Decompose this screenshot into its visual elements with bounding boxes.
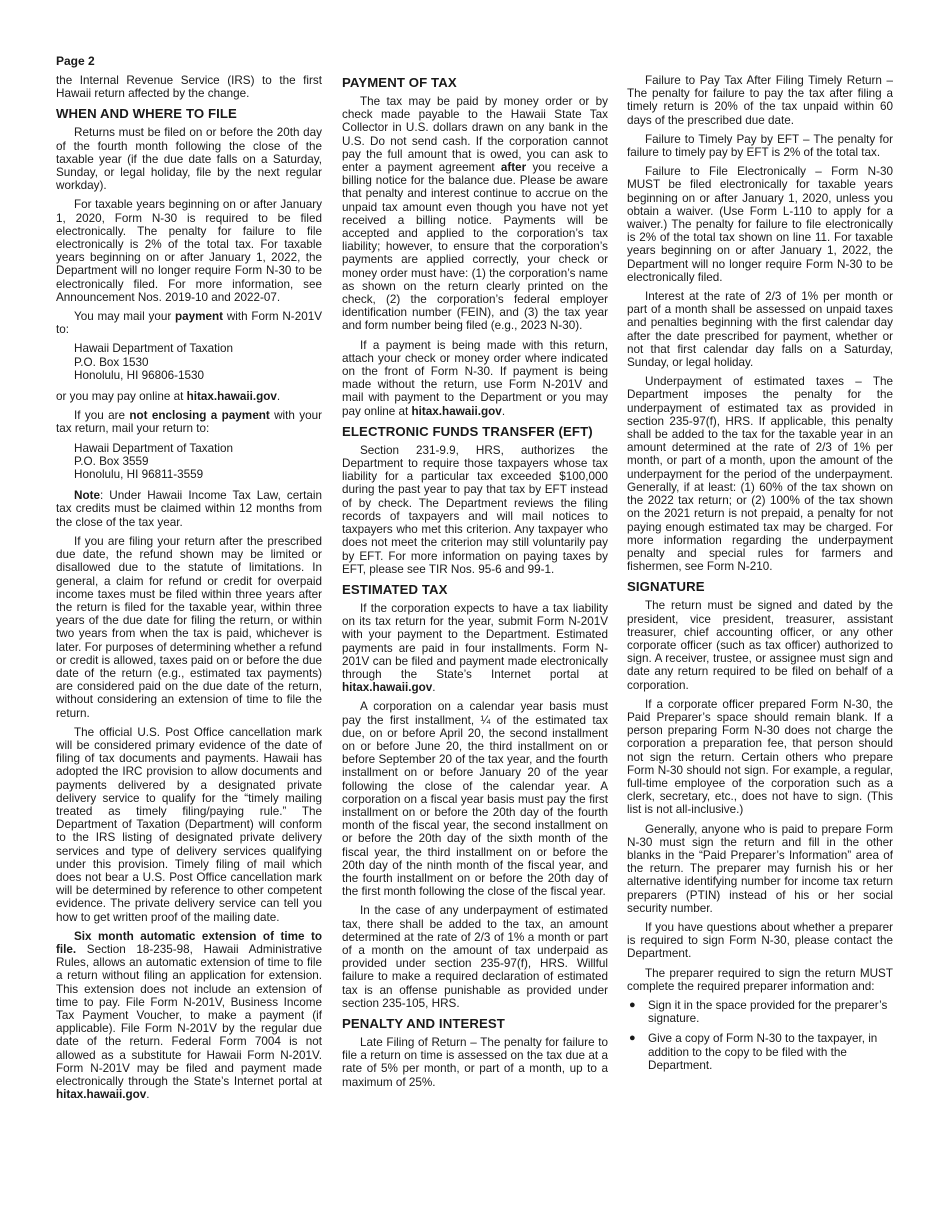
preparer-required-paragraph: The preparer required to sign the return MUST complete the required preparer information and:: [627, 966, 893, 993]
post-office-paragraph: The official U.S. Post Office cancellation mark will be considered primary evidence of the date of filing of tax documents and payments. Hawaii has adopted the IRC provision to allow documents and payments delivered by a designated private delivery service to qualify for the “timely mailing treated as timely filing/paying rule.” The Department of Taxation (Department) will conform to the IRS listing of designated private delivery services and type of delivery services qualifying under this provision. Timely filing of mail which does not bear a U.S. Post Office cancellation mark will be determined by reference to other competent evidence. The private delivery service can tell you how to get written proof of the mailing date.: [56, 725, 322, 924]
list-item: ● Give a copy of Form N-30 to the taxpayer, in addition to the copy to be filed with the Department.: [629, 1032, 878, 1072]
questions-paragraph: If you have questions about whether a preparer is required to sign Form N-30, please contact the Department.: [627, 920, 893, 961]
eft-paragraph: Section 231-9.9, HRS, authorizes the Department to require those taxpayers whose tax liability for a particular tax exceeded $100,000 during the past year to pay that tax by EFT instead of by check. The Department reviews the filing records of taxpayers and will mail notices to taxpayers who met this criterion. Any taxpayer who does not meet the criterion may still voluntarily pay by EFT. For more information on paying taxes by EFT, please see TIR Nos. 95-6 and 99-1.: [342, 443, 608, 576]
note-paragraph: Note: Under Hawaii Income Tax Law, certain tax credits must be claimed within 12 months from the close of the tax year.: [56, 489, 322, 529]
underpayment-paragraph: In the case of any underpayment of estimated tax, there shall be added to the tax, an amount determined at the rate of 2/3 of 1% a month or part of a month on the amount of tax underpaid as provided under section 235-97(f), HRS. Willful failure to make a required declaration of estimated tax is an offense punishable as provided under section 235-105, HRS.: [342, 904, 608, 1010]
mail-payment-paragraph: You may mail your payment with Form N-201V to:: [56, 310, 322, 337]
when-where-heading: WHEN AND WHERE TO FILE: [56, 106, 237, 122]
payment-paragraph: The tax may be paid by money order or by check made payable to the Hawaii State Tax Collector in U.S. dollars drawn on any bank in the U.S. Do not send cash. If the corporation cannot pay the full amount that is owed, you can ask to enter a payment agreement after you receive a billing notice for the balance due. Please be aware that penalty and interest continue to accrue on the unpaid tax amount even though you have not yet received a billing notice. Payments will be accepted and applied to the corporation’s tax liability; however, to ensure that the corporation’s payments are applied correctly, your check or money order must have: (1) the corporation’s name as shown on the return clearly printed on the check, (2) the corporation’s federal employer identification number (FEIN), and (3) the tax year and form number being filed (e.g., 2023 N-30).: [342, 95, 608, 333]
hitax-link[interactable]: hitax.hawaii.gov: [186, 390, 277, 404]
efile-penalty-paragraph: Failure to File Electronically – Form N-30 MUST be filed electronically for taxable years beginning on or after January 1, 2020, unless you obtain a waiver. (Use Form L-110 to apply for a waiver.) The penalty for failure to file electronically is 2% of the total tax shown on line 11. For taxable years beginning on or after January 1, 2022, the Department will no longer require Form N-30 to be electronically filed.: [627, 165, 893, 284]
column-2: [342, 74, 608, 1095]
returns-paragraph: Returns must be filed on or before the 20th day of the fourth month following the close of the taxable year (if the due date falls on a Saturday, Sunday, or legal holiday, file by the next regular workday).: [56, 126, 322, 193]
signature-heading: SIGNATURE: [627, 579, 705, 595]
penalty-interest-heading: PENALTY AND INTEREST: [342, 1016, 505, 1031]
return-address: Hawaii Department of Taxation P.O. Box 3559 Honolulu, HI 96811-3559: [74, 441, 233, 482]
hitax-link[interactable]: hitax.hawaii.gov: [411, 404, 502, 418]
bullet-icon: ●: [629, 999, 636, 1011]
not-enclosing-paragraph: If you are not enclosing a payment with your tax return, mail your return to:: [56, 409, 322, 436]
interest-paragraph: Interest at the rate of 2/3 of 1% per month or part of a month shall be assessed on unpaid taxes and penalties beginning with the first calendar day after the date prescribed for payment, whether or not that first calendar day falls on a Saturday, Sunday, or legal holiday.: [627, 290, 893, 370]
column-1: [56, 74, 322, 1107]
extension-paragraph: Six month automatic extension of time to file. Section 18-235-98, Hawaii Administrative Rules, allows an automatic extension of time to file a return without filing an application for extension. This extension does not include an extension of time to pay. File Form N-201V, Business Income Tax Payment Voucher, to make a payment (if applicable). File Form N-201V by the regular due date of the return. Federal Form 7004 is not allowed as a substitute for Hawaii Form N-201V. Form N-201V may be filed and payment made electronically through the State’s Internet portal at hitax.hawaii.gov.: [56, 929, 322, 1102]
failure-to-pay-paragraph: Failure to Pay Tax After Filing Timely Return – The penalty for failure to pay the tax after filing a timely return is 20% of the tax unpaid within 60 days of the prescribed due date.: [627, 74, 893, 127]
paid-preparer-paragraph: Generally, anyone who is paid to prepare Form N-30 must sign the return and fill in the other blanks in the “Paid Preparer’s Information” area of the return. The preparer may furnish his or her alternative identifying number for income tax return preparers (PTIN) instead of his or her social security number.: [627, 822, 893, 915]
calendar-year-paragraph: A corporation on a calendar year basis must pay the first installment, ¼ of the estimated tax due, on or before April 20, the second installment on or before June 20, the third installment on or before September 20 of the tax year, and the fourth installment on or before January 20 of the year following the close of the calendar year. A corporation on a fiscal year basis must pay the first installment on or before the 20th day of the fourth month of the fiscal year, the second installment on or before the 20th day of the sixth month of the fiscal year, the third installment on or before the 20th day of the ninth month of the fiscal year, and the fourth installment on or before the 20th day of the first month following the close of the fiscal year.: [342, 700, 608, 899]
estimated-tax-heading: ESTIMATED TAX: [342, 581, 448, 597]
pay-online-paragraph: or you may pay online at hitax.hawaii.gov.: [56, 390, 281, 404]
signature-paragraph: The return must be signed and dated by the president, vice president, treasurer, assistant treasurer, chief accounting officer, or any other corporate officer (such as tax officer) authorized to sign. A receiver, trustee, or assignee must sign and date any return required to be filed on behalf of a corporation.: [627, 599, 893, 692]
eft-heading: ELECTRONIC FUNDS TRANSFER (EFT): [342, 423, 593, 439]
page-number: Page 2: [56, 54, 95, 68]
payment-address: Hawaii Department of Taxation P.O. Box 1530 Honolulu, HI 96806-1530: [74, 342, 233, 382]
payment-of-tax-heading: PAYMENT OF TAX: [342, 75, 457, 90]
hitax-link[interactable]: hitax.hawaii.gov: [56, 1088, 147, 1102]
taxable-years-paragraph: For taxable years beginning on or after January 1, 2020, Form N-30 is required to be filed electronically. The penalty for failure to file electronically is 2% of the total tax. For taxable years beginning on or after January 1, 2022, the Department will no longer require Form N-30 to be electronically filed. For more information, see Announcement Nos. 2019-10 and 2022-07.: [56, 198, 322, 304]
hitax-link[interactable]: hitax.hawaii.gov: [342, 681, 433, 695]
underpayment-estimated-paragraph: Underpayment of estimated taxes – The Department imposes the penalty for the underpayment of estimated tax as provided in section 235-97(f), HRS. If applicable, this penalty shall be added to the tax for the taxable year in an amount determined at the rate of 2/3 of 1% per month, or part of a month, upon the amount of the underpayment for the period of the underpayment. Generally, if at least: (1) 60% of the tax shown on the 2022 tax return; or (2) 100% of the tax shown on the 2021 return is not prepaid, a penalty for not paying enough estimated tax may be charged. For more information regarding the underpayment penalty and special rules for farmers and fishermen, see Form N-210.: [627, 375, 893, 574]
estimated-tax-paragraph: If the corporation expects to have a tax liability on its tax return for the year, submit Form N-201V with your payment to the Department. Estimated payments are paid in four installments. Form N-201V can be filed and payment made electronically through the State’s Internet portal at hitax.hawaii.gov.: [342, 601, 608, 695]
corporate-officer-paragraph: If a corporate officer prepared Form N-30, the Paid Preparer’s space should remain blank. If a person preparing Form N-30 does not charge the corporation a preparation fee, that person should not sign the return. Certain others who prepare Form N-30 should not sign. For example, a regular, full-time employee of the corporation such as a clerk, secretary, etc., does not have to sign. (This list is not all-inclusive.): [627, 697, 893, 817]
late-filing-refund-paragraph: If you are filing your return after the prescribed due date, the refund shown may be limited or disallowed due to the statute of limitations. In general, a claim for refund or credit for overpaid income taxes must be filed within three years after the return is filed for the taxable year, within three years of the due date for filing the return, or within two years from when the tax is paid, whichever is later. For purposes of determining whether a refund or credit is allowed, taxes paid on or before the due date of the return (e.g., estimated tax payments) are considered paid on the due date of the return, without considering an extension of time to file the return.: [56, 534, 322, 720]
list-item: ● Sign it in the space provided for the preparer’s signature.: [629, 999, 888, 1026]
bullet-icon: ●: [629, 1032, 636, 1045]
intro-paragraph: the Internal Revenue Service (IRS) to the first Hawaii return affected by the change.: [56, 74, 322, 101]
eft-penalty-paragraph: Failure to Timely Pay by EFT – The penalty for failure to timely pay by EFT is 2% of the total tax.: [627, 132, 893, 160]
attach-payment-paragraph: If a payment is being made with this return, attach your check or money order where indicated on the front of Form N-30. If payment is being made without the return, use Form N-201V and mail with payment to the Department or you may pay online at hitax.hawaii.gov.: [342, 338, 608, 418]
late-filing-paragraph: Late Filing of Return – The penalty for failure to file a return on time is assessed on the tax due at a rate of 5% per month, or part of a month, up to a maximum of 25%.: [342, 1036, 608, 1089]
column-3: [627, 74, 893, 1079]
preparer-bullet-list: [627, 999, 893, 1072]
